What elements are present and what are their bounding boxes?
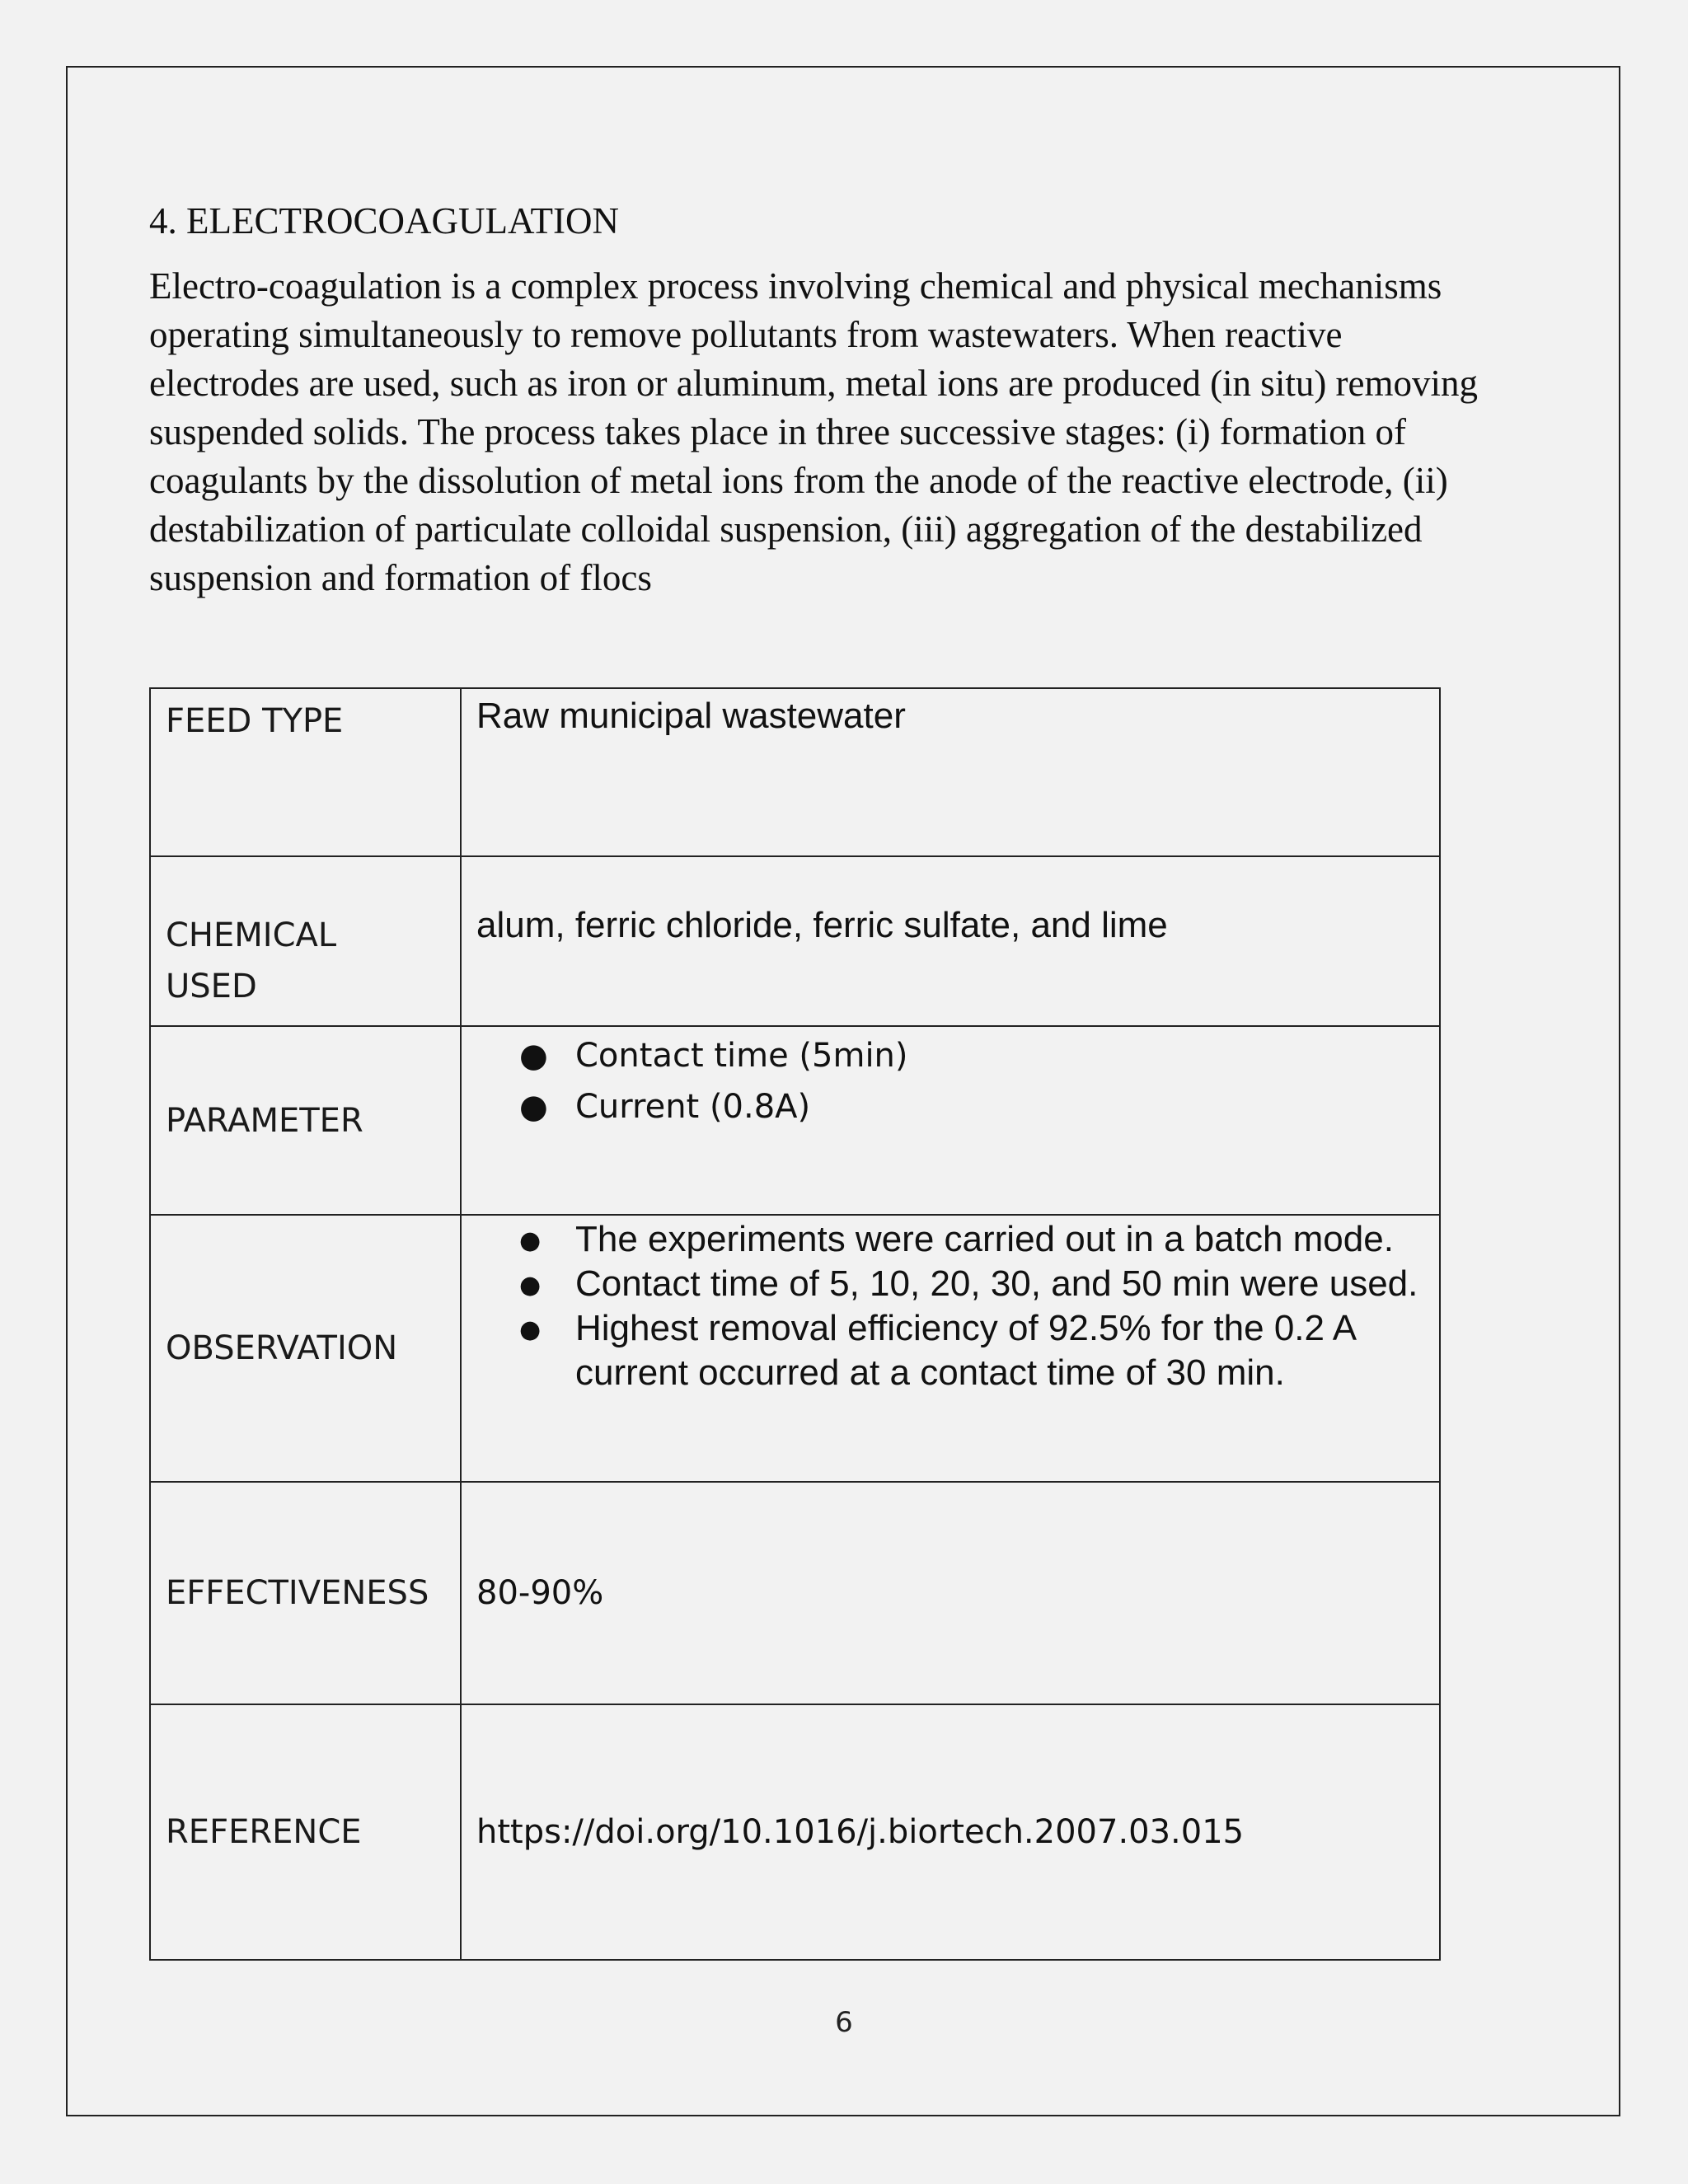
paragraph-line: suspended solids. The process takes place in three successive stages: (i) formation of <box>149 411 1406 452</box>
table-row-effectiveness <box>150 1482 1440 1704</box>
parameter-value <box>461 1026 1440 1215</box>
parameter-item: Current (0.8A) <box>575 1088 811 1126</box>
table-row-reference <box>150 1704 1440 1960</box>
list-item <box>476 1306 1424 1395</box>
observation-label: OBSERVATION <box>150 1215 461 1482</box>
bullet-icon: ● <box>519 1315 542 1344</box>
paragraph-line: electrodes are used, such as iron or aluminum, metal ions are produced (in situ) removing <box>149 363 1479 404</box>
table-row-observation <box>150 1215 1440 1482</box>
observation-value <box>461 1215 1440 1482</box>
list-item <box>476 1217 1424 1262</box>
paragraph-line: coagulants by the dissolution of metal ions from the anode of the reactive electrode, (ii) <box>149 460 1448 501</box>
chemical-used-label-line: USED <box>166 968 257 1005</box>
effectiveness-label: EFFECTIVENESS <box>150 1482 461 1704</box>
chemical-used-value: alum, ferric chloride, ferric sulfate, and lime <box>461 856 1440 1026</box>
feed-type-label: FEED TYPE <box>150 688 461 856</box>
observation-item: Contact time of 5, 10, 20, 30, and 50 min were used. <box>575 1263 1418 1304</box>
parameter-label: PARAMETER <box>150 1026 461 1215</box>
list-item <box>476 1030 1424 1081</box>
observation-list <box>476 1217 1424 1395</box>
feed-type-value: Raw municipal wastewater <box>461 688 1440 856</box>
intro-paragraph <box>149 262 1567 602</box>
parameter-list <box>476 1030 1424 1132</box>
list-item <box>476 1262 1424 1306</box>
bullet-icon: ● <box>519 1088 548 1126</box>
bullet-icon: ● <box>519 1226 542 1255</box>
treatment-info-table <box>149 687 1441 1961</box>
observation-item: The experiments were carried out in a batch mode. <box>575 1219 1394 1259</box>
paragraph-line: Electro-coagulation is a complex process involving chemical and physical mechanisms <box>149 265 1442 307</box>
paragraph-line: suspension and formation of flocs <box>149 557 652 598</box>
table-row-feed-type <box>150 688 1440 856</box>
reference-value: https://doi.org/10.1016/j.biortech.2007.03.015 <box>461 1704 1440 1960</box>
chemical-used-label-line: CHEMICAL <box>166 916 337 954</box>
paragraph-line: destabilization of particulate colloidal suspension, (iii) aggregation of the destabilized <box>149 509 1423 550</box>
list-item <box>476 1081 1424 1132</box>
effectiveness-value: 80-90% <box>461 1482 1440 1704</box>
page-number: 6 <box>835 2006 853 2039</box>
observation-item: Highest removal efficiency of 92.5% for the 0.2 A current occurred at a contact time of 30 min. <box>575 1308 1355 1393</box>
section-heading: 4. ELECTROCOAGULATION <box>149 200 619 241</box>
paragraph-line: operating simultaneously to remove pollutants from wastewaters. When reactive <box>149 314 1343 355</box>
bullet-icon: ● <box>519 1271 542 1300</box>
reference-label: REFERENCE <box>150 1704 461 1960</box>
table-row-chemical-used <box>150 856 1440 1026</box>
chemical-used-label <box>150 856 461 1026</box>
parameter-item: Contact time (5min) <box>575 1037 908 1075</box>
table-row-parameter <box>150 1026 1440 1215</box>
bullet-icon: ● <box>519 1037 548 1075</box>
